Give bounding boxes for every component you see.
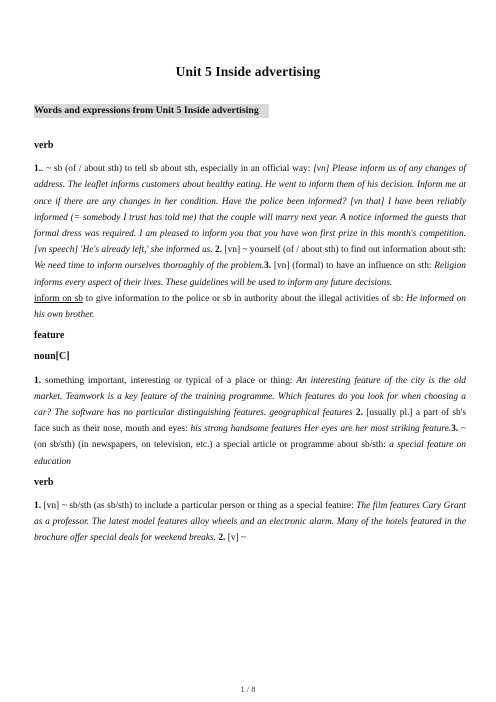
- example: I am pleased to inform you that you have won first prize in this month's competition. [vn speech] 'He's already left,' she informed us.: [34, 229, 466, 256]
- pos-noun-feature: noun[C]: [34, 351, 70, 363]
- example: He informed on his own brother.: [34, 293, 466, 321]
- example: [vn] Please inform us of any changes of address. The leaflet informs customers about healthy eating. He went to inform them of his decision. Inform me at once if there are any changes in her condition. Have the police been informed? [vn that] I have been reliably informed (= somebody I trust has told me) that the couple will marry next year. A notice informed the guests that formal dress was required.: [34, 164, 466, 240]
- sense-number: 1.: [34, 375, 42, 386]
- definition: [vn] (formal) to have an influence on sth:: [271, 261, 435, 272]
- example: a special feature on education: [34, 440, 466, 467]
- sense-number: 1.: [34, 164, 42, 175]
- example: Religion informs every aspect of their lives. These guidelines will be used to inform any future decisions.: [34, 261, 466, 288]
- pos-verb-inform: verb: [34, 140, 54, 151]
- definition: something important, interesting or typical of a place or thing:: [41, 375, 297, 386]
- definition: [vn] ~ sb/sth (as sb/sth) to include a particular person or thing as a special feature:: [41, 501, 357, 512]
- sense-number: 3.: [451, 424, 459, 435]
- sense-number: 2.: [212, 245, 223, 256]
- definition: [vn] ~ yourself (of / about sth) to find out information about sth:: [222, 245, 466, 256]
- document-body: [34, 138, 466, 547]
- definition: to give information to the police or sb in authority about the illegal activities of sb:: [82, 293, 407, 304]
- feature-verb-definitions: [34, 498, 466, 547]
- phrasal-verb: inform on sb: [34, 293, 83, 304]
- feature-noun-definitions: [34, 373, 466, 470]
- pos-verb-feature: verb: [34, 476, 54, 488]
- example: his strong handsome features Her eyes are her most striking feature.: [190, 424, 452, 435]
- page-title: Unit 5 Inside advertising: [175, 64, 321, 79]
- page-number: 1 / 8: [240, 685, 256, 694]
- example: We need time to inform ourselves thoroughly of the problem.: [34, 261, 265, 272]
- definition: . ~ sb (of / about sth) to tell sb about sth, especially in an official way:: [41, 164, 314, 175]
- section-heading: Words and expressions from Unit 5 Inside advertising: [34, 104, 269, 118]
- sense-number: 2.: [352, 408, 363, 419]
- definition: [usually pl.] a part of sb's face such as their nose, mouth and eyes:: [34, 408, 467, 435]
- phrasal-verb-entry: [34, 291, 466, 323]
- example: An interesting feature of the city is the old market. Teamwork is a key feature of the training programme. Which features do you look for when choosing a car? The software has no particular distinguishing features. geographical features: [34, 375, 466, 419]
- sense-number: 3.: [264, 261, 272, 272]
- definition: ~ (on sb/sth) (in newspapers, on television, etc.) a special article or programme about sb/sth:: [34, 424, 466, 451]
- headword-feature: feature: [34, 330, 65, 342]
- sense-number: 1.: [34, 501, 42, 512]
- definition: [v] ~: [225, 533, 247, 544]
- example: The film features Cary Grant as a professor. The latest model features alloy wheels and an electronic alarm. Many of the hotels featured in the brochure offer special deals for weekend breaks.: [34, 501, 466, 544]
- sense-number: 2.: [216, 533, 226, 544]
- inform-definitions: [34, 161, 466, 291]
